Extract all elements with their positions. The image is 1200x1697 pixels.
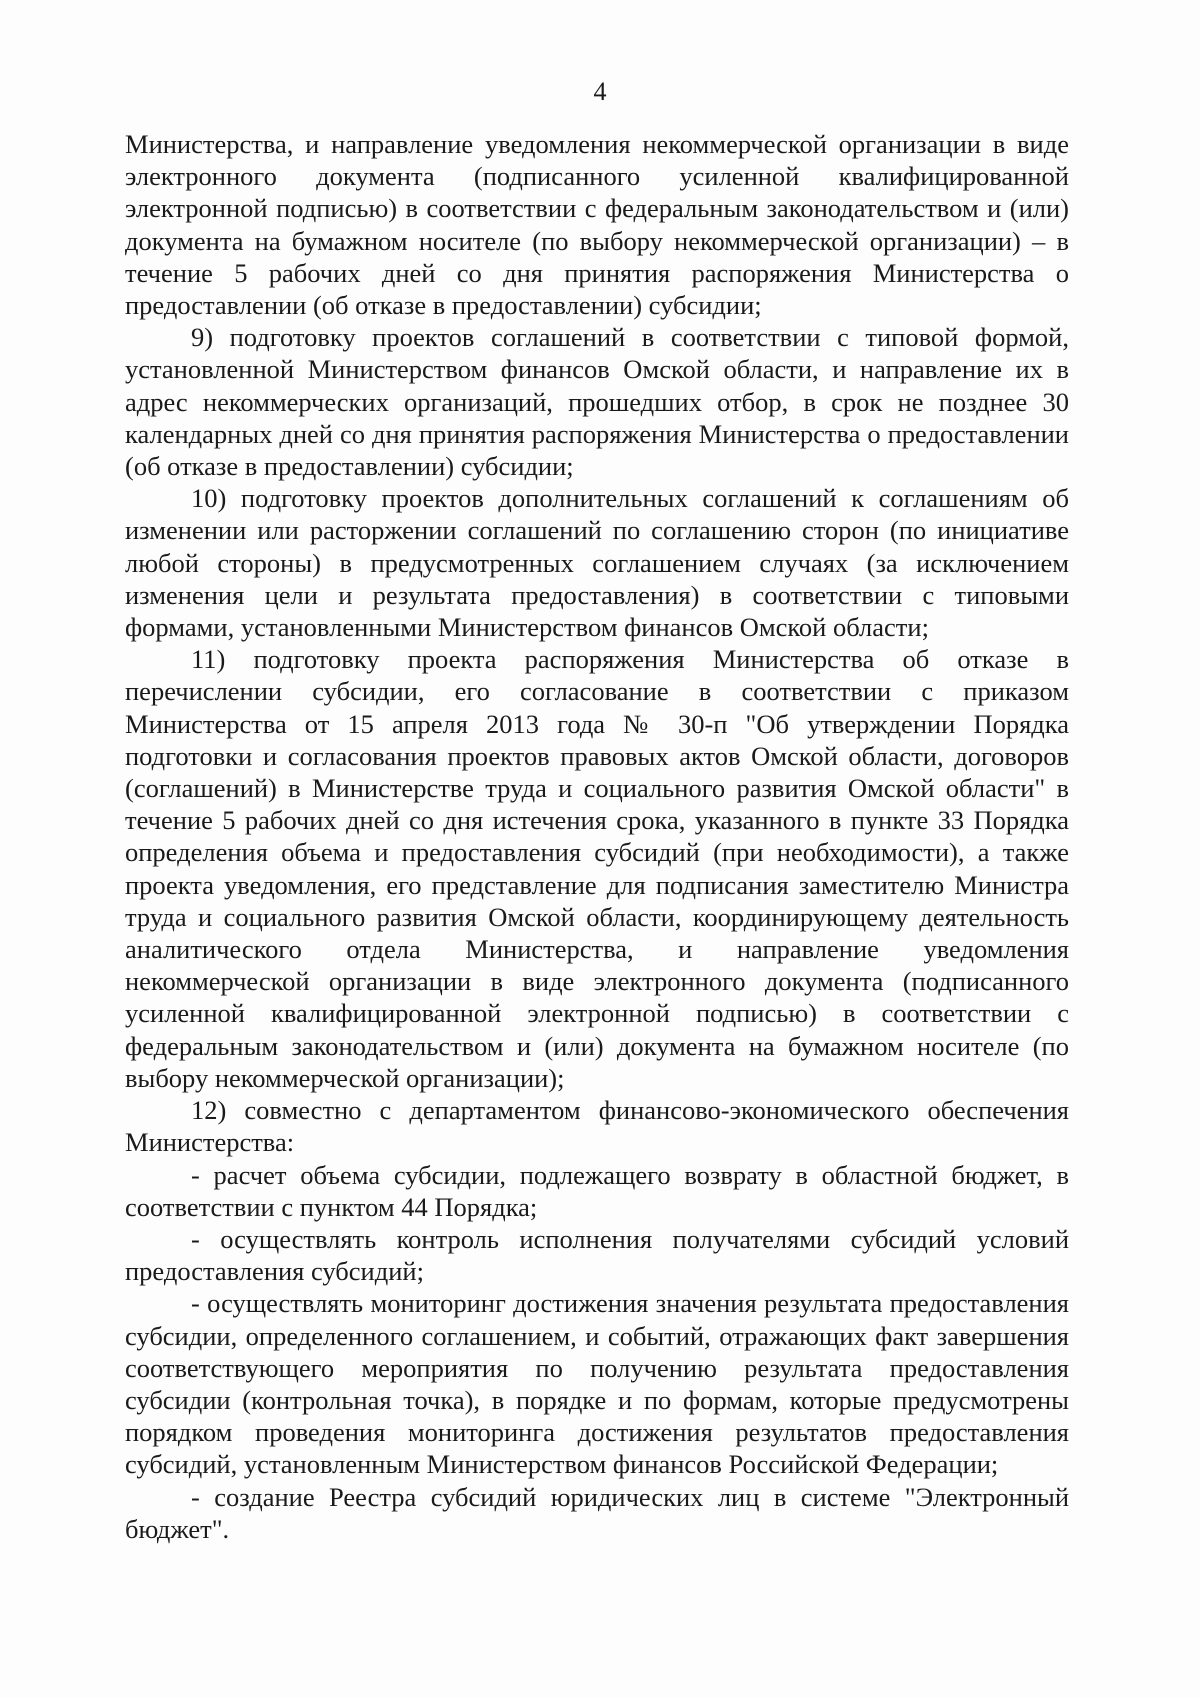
paragraph-subitem-monitoring: - осуществлять мониторинг достижения значения результата предоставления субсидии, определенного соглашением, и событий, отражающих факт завершения соответствующего мероприятия по получению результата предоставления субсидии (контрольная точка), в порядке и по формам, которые предусмотрены порядком проведения мониторинга достижения результатов предоставления субсидий, установленным Министерством финансов Российской Федерации; (125, 1288, 1069, 1480)
paragraph-item-10: 10) подготовку проектов дополнительных соглашений к соглашениям об изменении или расторжении соглашений по соглашению сторон (по инициативе любой стороны) в предусмотренных соглашением случаях (за исключением изменения цели и результата предоставления) в соответствии с типовыми формами, установленными Министерством финансов Омской области; (125, 483, 1069, 643)
paragraph-subitem-control: - осуществлять контроль исполнения получателями субсидий условий предоставления субсидий; (125, 1223, 1069, 1287)
paragraph-subitem-registry: - создание Реестра субсидий юридических лиц в системе "Электронный бюджет". (125, 1481, 1069, 1544)
paragraph-item-12: 12) совместно с департаментом финансово-экономического обеспечения Министерства: (125, 1095, 1069, 1158)
document-body (125, 128, 1069, 1545)
paragraph-continuation: Министерства, и направление уведомления некоммерческой организации в виде электронного документа (подписанного усиленной квалифицированной электронной подписью) в соответствии с федеральным законодательством и (или) документа на бумажном носителе (по выбору некоммерческой организации) – в течение 5 рабочих дней со дня принятия распоряжения Министерства о предоставлении (об отказе в предоставлении) субсидии; (125, 129, 1069, 321)
paragraph-item-11: 11) подготовку проекта распоряжения Министерства об отказе в перечислении субсидии, его согласование в соответствии с приказом Министерства от 15 апреля 2013 года № 30-п "Об утверждении Порядка подготовки и согласования проектов правовых актов Омской области, договоров (соглашений) в Министерстве труда и социального развития Омской области" в течение 5 рабочих дней со дня истечения срока, указанного в пункте 33 Порядка определения объема и предоставления субсидий (при необходимости), а также проекта уведомления, его представление для подписания заместителю Министра труда и социального развития Омской области, координирующему деятельность аналитического отдела Министерства, и направление уведомления некоммерческой организации в виде электронного документа (подписанного усиленной квалифицированной электронной подписью) в соответствии с федеральным законодательством и (или) документа на бумажном носителе (по выбору некоммерческой организации); (125, 644, 1069, 1093)
paragraph-subitem-refund-calculation: - расчет объема субсидии, подлежащего возврату в областной бюджет, в соответствии с пунктом 44 Порядка; (125, 1159, 1069, 1222)
page-number: 4 (593, 77, 607, 106)
paragraph-item-9: 9) подготовку проектов соглашений в соответствии с типовой формой, установленной Министерством финансов Омской области, и направление их в адрес некоммерческих организаций, прошедших отбор, в срок не позднее 30 календарных дней со дня принятия распоряжения Министерства о предоставлении (об отказе в предоставлении) субсидии; (125, 322, 1069, 482)
